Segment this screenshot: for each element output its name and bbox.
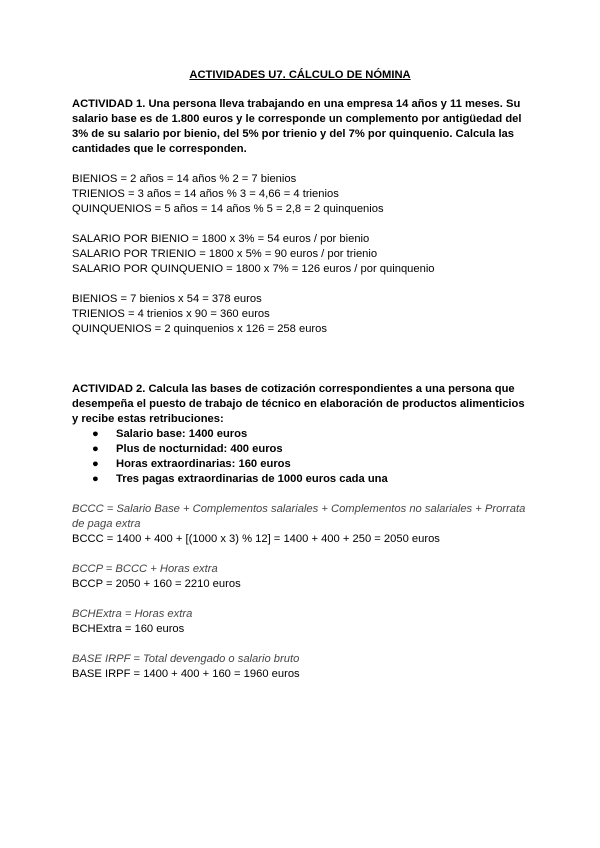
total-line: TRIENIOS = 4 trienios x 90 = 360 euros (72, 308, 270, 320)
activity1-rates (72, 232, 528, 277)
irpf-formula: BASE IRPF = Total devengado o salario bruto (72, 653, 300, 665)
bchextra-formula: BCHExtra = Horas extra (72, 608, 193, 620)
list-item: ● Plus de nocturnidad: 400 euros (92, 443, 283, 455)
retribution-list (72, 427, 528, 487)
bccp-formula: BCCP = BCCC + Horas extra (72, 563, 218, 575)
list-item: ● Tres pagas extraordinarias de 1000 euros cada una (92, 473, 388, 485)
bccc-calculation: BCCC = 1400 + 400 + [(1000 x 3) % 12] = 1400 + 400 + 250 = 2050 euros (72, 533, 440, 545)
list-item: ● Salario base: 1400 euros (92, 428, 248, 440)
period-line: TRIENIOS = 3 años = 14 años % 3 = 4,66 = 4 trienios (72, 188, 339, 200)
list-item: ● Horas extraordinarias: 160 euros (92, 458, 291, 470)
activity1-periods (72, 172, 528, 217)
period-line: BIENIOS = 2 años = 14 años % 2 = 7 bienios (72, 173, 297, 185)
bullet-icon: ● (92, 458, 99, 470)
bullet-icon: ● (92, 428, 99, 440)
document-title: ACTIVIDADES U7. CÁLCULO DE NÓMINA (189, 69, 411, 81)
document-page (72, 68, 528, 682)
rate-line: SALARIO POR TRIENIO = 1800 x 5% = 90 euros / por trienio (72, 248, 378, 260)
total-line: QUINQUENIOS = 2 quinquenios x 126 = 258 euros (72, 323, 327, 335)
bccc-formula: BCCC = Salario Base + Complementos salariales + Complementos no salariales + Prorrata de paga extra (72, 503, 526, 530)
rate-line: SALARIO POR QUINQUENIO = 1800 x 7% = 126 euros / por quinquenio (72, 263, 435, 275)
period-line: QUINQUENIOS = 5 años = 14 años % 5 = 2,8 = 2 quinquenios (72, 203, 384, 215)
rate-line: SALARIO POR BIENIO = 1800 x 3% = 54 euros / por bienio (72, 233, 370, 245)
bccp-calculation: BCCP = 2050 + 160 = 2210 euros (72, 578, 241, 590)
activity2-statement: ACTIVIDAD 2. Calcula las bases de cotización correspondientes a una persona que desempeña el puesto de trabajo de técnico en elaboración de productos alimenticios y recibe estas retribuciones: (72, 383, 525, 425)
bullet-icon: ● (92, 473, 99, 485)
bullet-icon: ● (92, 443, 99, 455)
activity1-totals (72, 292, 528, 337)
irpf-calculation: BASE IRPF = 1400 + 400 + 160 = 1960 euros (72, 668, 300, 680)
bchextra-calculation: BCHExtra = 160 euros (72, 623, 185, 635)
activity1-statement: ACTIVIDAD 1. Una persona lleva trabajando en una empresa 14 años y 11 meses. Su salario base es de 1.800 euros y le corresponde un complemento por antigüedad del 3% de su salario por bienio, del 5% por trienio y del 7% por quinquenio. Calcula las cantidades que le corresponden. (72, 98, 522, 155)
total-line: BIENIOS = 7 bienios x 54 = 378 euros (72, 293, 262, 305)
